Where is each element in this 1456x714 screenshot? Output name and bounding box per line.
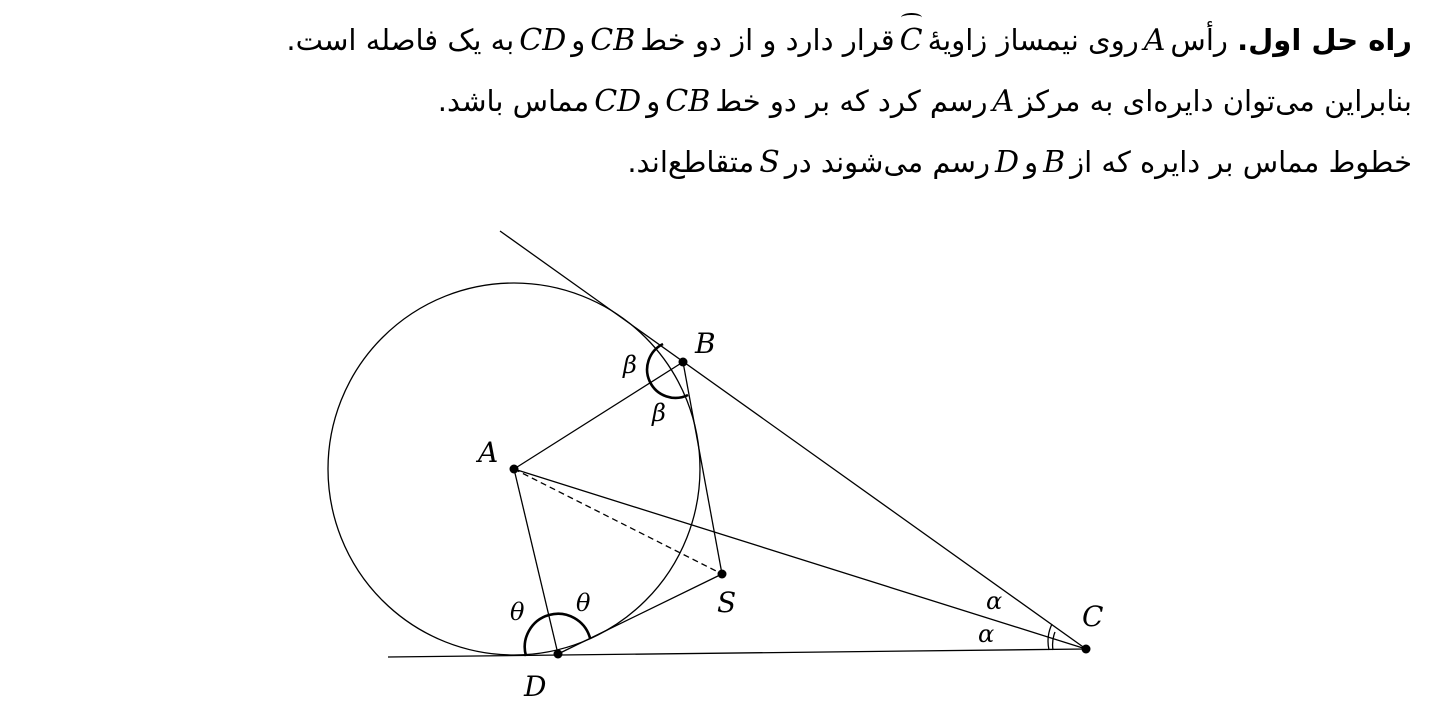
text-run: و (646, 84, 661, 118)
label-s: S (717, 586, 737, 619)
point-b (679, 358, 688, 367)
tangent-line-cd (388, 649, 1086, 657)
point-c (1082, 645, 1091, 654)
math-a: A (1143, 23, 1166, 58)
text-run: خطوط مماس بر دایره که از (1070, 145, 1412, 179)
label-a: A (478, 436, 499, 469)
text-run: و (1024, 145, 1039, 179)
math-d: D (995, 145, 1020, 180)
label-c: C (1082, 600, 1104, 633)
label-d: D (524, 670, 547, 703)
math-a: A (992, 84, 1015, 119)
label-b: B (695, 327, 716, 360)
label-beta-top: β (623, 351, 637, 379)
label-alpha-bottom: α (978, 620, 995, 648)
text-run: متقاطع‌اند. (627, 145, 755, 179)
math-s: S (759, 145, 780, 180)
label-beta-bottom: β (652, 399, 666, 427)
text-run: بنابراین می‌توان دایره‌ای به مرکز (1019, 84, 1412, 118)
math-angle-c: C (900, 11, 923, 71)
segment-ad (514, 469, 558, 654)
point-s (718, 570, 727, 579)
text-run: قرار دارد و از دو خط (640, 23, 895, 57)
point-a (510, 465, 519, 474)
segment-bs (683, 362, 722, 574)
text-run: رأس (1170, 23, 1228, 57)
text-run: مماس باشد. (437, 84, 590, 118)
segment-ac (514, 469, 1086, 649)
label-theta-right: θ (576, 589, 591, 617)
math-cb: CB (590, 23, 636, 58)
math-cb: CB (665, 84, 711, 119)
math-cd: CD (519, 23, 567, 58)
text-run: روی نیمساز زاویهٔ (927, 23, 1139, 57)
text-run: به یک فاصله است. (286, 23, 515, 57)
angle-mark-c-inner (1053, 632, 1055, 650)
math-cd: CD (594, 84, 642, 119)
text-run: رسم می‌شوند در (784, 145, 990, 179)
text-run: رسم کرد که بر دو خط (715, 84, 988, 118)
label-alpha-top: α (986, 587, 1003, 615)
label-theta-left: θ (510, 598, 525, 626)
text-run: و (571, 23, 586, 57)
point-d (554, 650, 563, 659)
segment-as-dashed (514, 469, 722, 574)
math-b: B (1043, 145, 1066, 180)
solution-heading: راه حل اول. (1237, 23, 1412, 57)
